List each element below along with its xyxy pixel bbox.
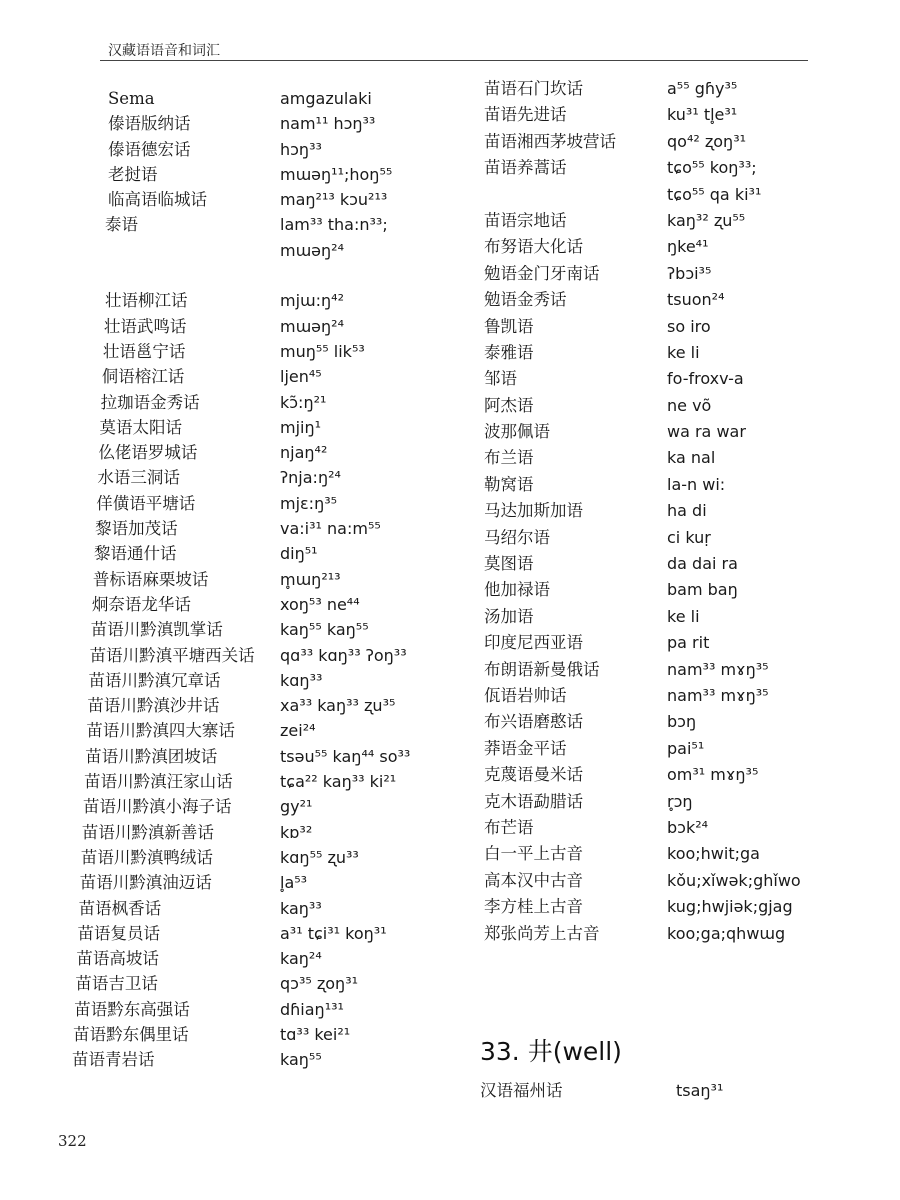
language-name: 泰雅语 [484, 342, 534, 362]
language-name: 苗语川黔滇汪家山话 [84, 772, 233, 792]
language-name: 苗语复员话 [77, 923, 160, 943]
language-name: 波那佩语 [484, 422, 550, 442]
entry-row [99, 415, 455, 440]
language-name: 黎语加茂话 [95, 519, 178, 539]
transcription: a⁵⁵ gɦy³⁵ [667, 79, 738, 98]
transcription: om³¹ mɤŋ³⁵ [667, 765, 759, 785]
entry-row [72, 1047, 455, 1072]
language-name: 布芒语 [484, 817, 534, 837]
language-name: 普标语麻栗坡话 [92, 569, 209, 589]
entry-row [105, 111, 455, 136]
transcription: mjɛ:ŋ³⁵ [280, 493, 338, 513]
entry-row [80, 845, 455, 870]
entry-row [484, 894, 864, 920]
entry-row [484, 683, 864, 709]
entry-row [75, 971, 455, 996]
entry-row [484, 393, 864, 419]
language-name: 苗语川黔滇凯掌话 [90, 620, 223, 640]
running-head: 汉藏语语音和词汇 [108, 43, 220, 59]
language-name: 苗语枫香话 [78, 898, 162, 918]
transcription: ka nal [667, 448, 716, 468]
language-name: 郑张尚芳上古音 [484, 923, 600, 943]
transcription: kaŋ³² ʐu⁵⁵ [667, 210, 746, 230]
transcription: mɯəŋ²⁴ [280, 316, 344, 336]
entry-row [92, 567, 455, 592]
language-name: 布朗语新曼俄话 [484, 659, 600, 679]
transcription: kaŋ³³ [280, 898, 322, 918]
transcription: pa rit [667, 633, 710, 653]
transcription: l̥a⁵³ [280, 873, 308, 893]
entry-row [88, 668, 455, 693]
transcription: ŋke⁴¹ [667, 237, 709, 257]
entry-row [105, 314, 455, 339]
language-name: 莫语太阳话 [99, 417, 182, 437]
transcription: kɒ³² [280, 822, 313, 842]
transcription: tsaŋ³¹ [676, 1081, 724, 1100]
entry-row [105, 137, 455, 162]
language-name: 仫佬语罗城话 [98, 443, 198, 463]
entry-row [83, 794, 455, 819]
transcription: so iro [667, 316, 711, 336]
transcription: mɯəŋ¹¹;hoŋ⁵⁵ [280, 164, 393, 184]
entry-row [95, 516, 455, 541]
entry-row [101, 364, 455, 389]
page-number: 322 [58, 1132, 87, 1150]
language-name: 拉珈语金秀话 [100, 392, 200, 412]
language-name: 傣语版纳话 [108, 114, 191, 134]
entry-row [484, 314, 864, 340]
language-name: 克蔑语曼米话 [484, 765, 583, 785]
transcription: nam³³ mɤŋ³⁵ [667, 685, 769, 705]
transcription: qo⁴² ʐoŋ³¹ [667, 131, 747, 151]
transcription: qɔ³⁵ ʐoŋ³¹ [280, 974, 359, 994]
entry-row [89, 643, 455, 668]
entry-row [484, 182, 864, 208]
language-name: 苗语川黔滇新善话 [81, 822, 214, 842]
entry-row [78, 896, 455, 921]
transcription: hɔŋ³³ [280, 139, 322, 159]
transcription: diŋ⁵¹ [280, 544, 318, 564]
language-name: 白一平上古音 [484, 844, 583, 864]
entry-row [484, 841, 864, 867]
entry-row [96, 491, 455, 516]
entry-row [484, 921, 864, 947]
entry-row [105, 238, 455, 263]
entry-row [105, 212, 455, 237]
language-name: 布兴语磨憨话 [484, 712, 583, 732]
entry-row [105, 162, 455, 187]
entry-row [484, 366, 864, 392]
language-name: 苗语高坡话 [76, 949, 159, 969]
section-title: 33. 井(well) [480, 1037, 622, 1066]
language-name: 勉语金秀话 [484, 290, 567, 310]
language-name: 苗语先进话 [484, 105, 567, 125]
transcription: da dai ra [667, 554, 738, 574]
entry-row [105, 86, 455, 111]
transcription: ʔbɔi³⁵ [667, 263, 712, 283]
language-name: 克木语勐腊话 [484, 791, 583, 811]
language-name: 苗语川黔滇鸭绒话 [80, 847, 213, 867]
section-entry [480, 1078, 860, 1104]
entry-row [484, 815, 864, 841]
transcription: kǒu;xǐwək;ghǐwo [667, 870, 801, 890]
entry-row [79, 870, 455, 895]
language-name: 苗语青岩话 [72, 1050, 155, 1070]
entry-row [105, 288, 455, 313]
language-name: 苗语川黔滇沙井话 [87, 696, 220, 716]
language-name: 壮语武鸣话 [103, 316, 187, 336]
transcription: nam¹¹ hɔŋ³³ [280, 114, 376, 134]
entry-row [97, 465, 455, 490]
language-name: 苗语川黔滇团坡话 [85, 746, 218, 766]
entry-row [484, 551, 864, 577]
entry-row [484, 762, 864, 788]
transcription: tɕo⁵⁵ qa ki³¹ [667, 184, 762, 204]
right-column [484, 76, 864, 947]
entry-row [484, 525, 864, 551]
language-name: 苗语湘西茅坡营话 [484, 131, 616, 151]
language-name: 泰语 [105, 215, 138, 235]
language-name: 苗语宗地话 [484, 210, 567, 230]
transcription: kaŋ²⁴ [280, 949, 322, 969]
language-name: 苗语养蒿话 [484, 158, 567, 178]
transcription: r̥ɔŋ [667, 791, 693, 811]
transcription: njaŋ⁴² [280, 443, 328, 463]
entry-row [484, 261, 864, 287]
transcription: kɔ̃:ŋ²¹ [280, 392, 327, 412]
language-name: 苗语川黔滇四大寨话 [86, 721, 235, 741]
entry-row [102, 339, 455, 364]
transcription: gy²¹ [280, 797, 313, 817]
transcription: pai⁵¹ [667, 738, 705, 758]
language-name: 马绍尔语 [484, 527, 550, 547]
transcription: ku³¹ tl̥e³¹ [667, 105, 738, 125]
language-name: 傣语德宏话 [108, 139, 191, 159]
transcription: tsuon²⁴ [667, 290, 725, 310]
entry-row [484, 736, 864, 762]
entry-row [84, 769, 455, 794]
language-name: 布兰语 [484, 448, 534, 468]
transcription: mɯəŋ²⁴ [280, 240, 344, 260]
entry-row [105, 263, 455, 288]
transcription: kaŋ⁵⁵ [280, 1050, 322, 1070]
left-column [72, 86, 455, 1073]
entry-row [484, 445, 864, 471]
entry-row [74, 997, 455, 1022]
transcription: ljen⁴⁵ [280, 367, 322, 387]
entry-row [484, 155, 864, 181]
entry-row [91, 592, 455, 617]
transcription: maŋ²¹³ kɔu²¹³ [280, 190, 388, 210]
transcription: mjɯ:ŋ⁴² [280, 291, 344, 311]
entry-row [90, 617, 455, 642]
transcription: tsəu⁵⁵ kaŋ⁴⁴ so³³ [280, 746, 411, 766]
language-name: 苗语黔东偶里话 [73, 1024, 189, 1044]
entry-row [484, 129, 864, 155]
transcription: xa³³ kaŋ³³ ʐu³⁵ [280, 696, 396, 716]
transcription: muŋ⁵⁵ lik⁵³ [280, 341, 365, 361]
language-name: 炯奈语龙华话 [91, 594, 191, 614]
transcription: nam³³ mɤŋ³⁵ [667, 659, 769, 679]
transcription: tɕa²² kaŋ³³ ki²¹ [280, 772, 397, 792]
language-name: 阿杰语 [484, 395, 534, 415]
entry-row [73, 1022, 455, 1047]
language-name: 汉语福州话 [480, 1081, 563, 1100]
language-name: 他加禄语 [484, 580, 550, 600]
transcription: va:i³¹ na:m⁵⁵ [280, 519, 381, 539]
transcription: amgazulaki [280, 89, 372, 108]
language-name: 高本汉中古音 [484, 870, 583, 890]
transcription: a³¹ tɕi³¹ koŋ³¹ [280, 923, 387, 943]
language-name: 马达加斯加语 [484, 501, 583, 521]
language-name: 李方桂上古音 [484, 897, 583, 917]
entry-row [484, 340, 864, 366]
transcription: qɑ³³ kɑŋ³³ ʔoŋ³³ [280, 645, 407, 665]
transcription: xoŋ⁵³ ne⁴⁴ [280, 594, 360, 614]
language-name: 苗语吉卫话 [75, 974, 158, 994]
transcription: tɕo⁵⁵ koŋ³³; [667, 158, 757, 178]
transcription: kɑŋ⁵⁵ ʐu³³ [280, 847, 359, 867]
language-name: 苗语石门坎话 [484, 79, 583, 98]
language-name: 印度尼西亚语 [484, 633, 583, 653]
transcription: la-n wi: [667, 474, 726, 494]
language-name: 布努语大化话 [484, 237, 583, 257]
entry-row [87, 693, 455, 718]
language-name: 苗语川黔滇冗章话 [88, 670, 221, 690]
entry-row [484, 287, 864, 313]
transcription: kug;hwjiək;gjag [667, 897, 793, 917]
transcription: lam³³ tha:n³³; [280, 215, 388, 235]
language-name: 勉语金门牙南话 [484, 263, 600, 283]
entry-row [86, 718, 455, 743]
entry-row [77, 921, 455, 946]
entry-row [105, 187, 455, 212]
entry-row [484, 657, 864, 683]
transcription: tɑ³³ kei²¹ [280, 1024, 351, 1044]
entry-row [484, 498, 864, 524]
entry-row [81, 820, 455, 845]
entry-row [484, 789, 864, 815]
transcription: kaŋ⁵⁵ kaŋ⁵⁵ [280, 620, 369, 640]
entry-row [98, 440, 455, 465]
language-name: 侗语榕江话 [101, 367, 185, 387]
transcription: ke li [667, 606, 700, 626]
transcription: ʔnja:ŋ²⁴ [280, 468, 341, 488]
language-name: Sema [108, 89, 155, 108]
language-name: 壮语柳江话 [105, 291, 188, 311]
language-name: 佯僙语平塘话 [96, 493, 196, 513]
language-name: 水语三洞话 [97, 468, 180, 488]
transcription: bɔk²⁴ [667, 817, 709, 837]
language-name: 汤加语 [484, 606, 534, 626]
entry-row [484, 577, 864, 603]
entry-row [484, 709, 864, 735]
language-name: 勒窝语 [484, 474, 534, 494]
entry-row [484, 472, 864, 498]
language-name: 苗语川黔滇平塘西关话 [89, 645, 255, 665]
entry-row [484, 630, 864, 656]
entry-row [484, 868, 864, 894]
header-rule [100, 60, 808, 61]
transcription: bɔŋ [667, 712, 697, 732]
language-name: 莽语金平话 [484, 738, 567, 758]
transcription: ke li [667, 342, 700, 362]
language-name: 壮语邕宁话 [102, 341, 186, 361]
language-name: 莫图语 [484, 554, 534, 574]
language-name: 苗语川黔滇小海子话 [83, 797, 232, 817]
transcription: dɦiaŋ¹³¹ [280, 999, 344, 1019]
language-name: 苗语川黔滇油迈话 [79, 873, 212, 893]
language-name: 老挝语 [108, 164, 158, 184]
transcription: ci kuṛ [667, 527, 711, 547]
transcription: fo-froxv-a [667, 369, 744, 389]
language-name: 佤语岩帅话 [484, 685, 567, 705]
transcription: ne võ [667, 395, 712, 415]
transcription: koo;hwit;ga [667, 844, 760, 864]
entry-row [484, 604, 864, 630]
entry-row [484, 208, 864, 234]
entry-row [484, 419, 864, 445]
entry-row [76, 946, 455, 971]
entry-row [484, 102, 864, 128]
entry-row [484, 76, 864, 102]
transcription: ha di [667, 501, 707, 521]
language-name: 鲁凯语 [484, 316, 534, 336]
transcription: zei²⁴ [280, 721, 316, 741]
transcription: m̥ɯŋ²¹³ [280, 569, 341, 589]
entry-row [94, 541, 455, 566]
language-name: 苗语黔东高强话 [74, 999, 190, 1019]
transcription: koo;ga;qhwɯg [667, 923, 786, 943]
transcription: wa ra war [667, 422, 746, 442]
transcription: mjiŋ¹ [280, 417, 322, 437]
entry-row [85, 744, 455, 769]
language-name: 临高语临城话 [108, 190, 207, 210]
transcription: kɑŋ³³ [280, 670, 323, 690]
entry-row [484, 234, 864, 260]
transcription: bam baŋ [667, 580, 738, 600]
language-name: 黎语通什话 [94, 544, 177, 564]
entry-row [100, 390, 455, 415]
language-name: 邹语 [484, 369, 517, 389]
